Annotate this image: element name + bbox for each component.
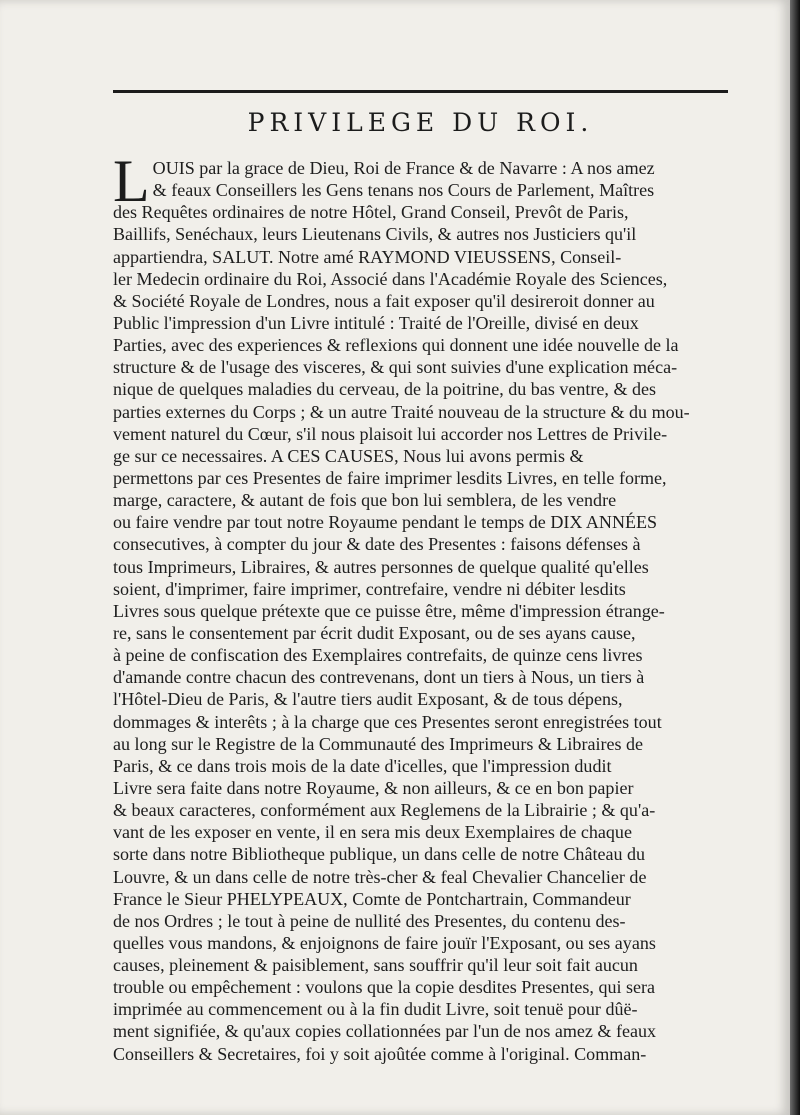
- text-line: & feaux Conseillers les Gens tenans nos Cours de Parlement, Maîtres: [152, 180, 655, 201]
- text-line: à peine de confiscation des Exemplaires contrefaits, de quinze cens livres: [113, 645, 643, 666]
- page-title: PRIVILEGE DU ROI.: [247, 108, 594, 137]
- text-line: parties externes du Corps ; & un autre Traité nouveau de la structure & du mou-: [113, 401, 690, 422]
- text-line: marge, caractere, & autant de fois que bon lui semblera, de les vendre: [113, 490, 617, 511]
- text-line: Baillifs, Senéchaux, leurs Lieutenans Civils, & autres nos Justiciers qu'il: [113, 224, 637, 245]
- text-line: Public l'impression d'un Livre intitulé : Traité de l'Oreille, divisé en deux: [113, 312, 639, 333]
- text-line: tous Imprimeurs, Libraires, & autres personnes de quelque qualité qu'elles: [113, 556, 649, 577]
- page-edge: [790, 0, 800, 1115]
- text-line: appartiendra, SALUT. Notre amé RAYMOND VIEUSSENS, Conseil-: [113, 246, 622, 267]
- text-line: d'amande contre chacun des contrevenans, dont un tiers à Nous, un tiers à: [113, 667, 645, 688]
- text-line: permettons par ces Presentes de faire imprimer lesdits Livres, en telle forme,: [113, 467, 667, 488]
- text-line: & Société Royale de Londres, nous a fait exposer qu'il desireroit donner au: [113, 290, 655, 311]
- text-line: Livres sous quelque prétexte que ce puisse être, même d'impression étrange-: [113, 600, 665, 621]
- text-line: nique de quelques maladies du cerveau, de la poitrine, du bas ventre, & des: [113, 379, 657, 400]
- text-line: au long sur le Registre de la Communauté des Imprimeurs & Libraires de: [113, 733, 644, 754]
- text-line: l'Hôtel-Dieu de Paris, & l'autre tiers audit Exposant, & de tous dépens,: [113, 689, 623, 710]
- text-line: structure & de l'usage des visceres, & qui sont suivies d'une explication méca-: [113, 357, 678, 378]
- text-line: OUIS par la grace de Dieu, Roi de France & de Navarre : A nos amez: [152, 158, 655, 178]
- text-line: dommages & interêts ; à la charge que ces Presentes seront enregistrées tout: [113, 711, 662, 732]
- text-line: sorte dans notre Bibliotheque publique, un dans celle de notre Château du: [113, 844, 646, 865]
- text-line: Parties, avec des experiences & reflexions qui donnent une idée nouvelle de la: [113, 335, 679, 356]
- text-line: Livre sera faite dans notre Royaume, & non ailleurs, & ce en bon papier: [113, 777, 634, 798]
- text-line: Paris, & ce dans trois mois de la date d'icelles, que l'impression dudit: [113, 755, 612, 776]
- drop-cap: L: [113, 148, 150, 214]
- text-line: consecutives, à compter du jour & date des Presentes : faisons défenses à: [113, 534, 641, 555]
- text-line: imprimée au commencement ou à la fin dudit Livre, soit tenuë pour dûë-: [113, 999, 638, 1020]
- text-line: Louvre, & un dans celle de notre très-cher & feal Chevalier Chancelier de: [113, 866, 647, 887]
- text-line: & beaux caracteres, conformément aux Reglemens de la Librairie ; & qu'a-: [113, 800, 656, 821]
- text-line: Conseillers & Secretaires, foi y soit ajoûtée comme à l'original. Comman-: [113, 1043, 647, 1064]
- text-line: France le Sieur PHELYPEAUX, Comte de Pontchartrain, Commandeur: [113, 888, 631, 909]
- text-line: vement naturel du Cœur, s'il nous plaisoit lui accorder nos Lettres de Privile-: [113, 423, 668, 444]
- text-line: des Requêtes ordinaires de notre Hôtel, Grand Conseil, Prevôt de Paris,: [113, 202, 629, 223]
- text-line: causes, pleinement & paisiblement, sans souffrir qu'il leur soit fait aucun: [113, 955, 638, 976]
- text-line: soient, d'imprimer, faire imprimer, contrefaire, vendre ni débiter lesdits: [113, 578, 626, 599]
- text-line: vant de les exposer en vente, il en sera mis deux Exemplaires de chaque: [113, 822, 632, 843]
- top-rule: [113, 90, 728, 93]
- text-line: ge sur ce necessaires. A CES CAUSES, Nous lui avons permis &: [113, 445, 584, 466]
- body-text: [113, 148, 733, 1065]
- text-line: de nos Ordres ; le tout à peine de nullité des Presentes, du contenu des-: [113, 910, 626, 931]
- text-line: ment signifiée, & qu'aux copies collationnées par l'un de nos amez & feaux: [113, 1021, 657, 1042]
- text-line: re, sans le consentement par écrit dudit Exposant, ou de ses ayans cause,: [113, 622, 636, 643]
- text-line: ler Medecin ordinaire du Roi, Associé dans l'Académie Royale des Sciences,: [113, 268, 668, 289]
- text-line: trouble ou empêchement : voulons que la copie desdites Presentes, qui sera: [113, 977, 656, 998]
- text-line: quelles vous mandons, & enjoignons de faire jouïr l'Exposant, ou ses ayans: [113, 932, 656, 953]
- text-line: ou faire vendre par tout notre Royaume pendant le temps de DIX ANNÉES: [113, 512, 658, 533]
